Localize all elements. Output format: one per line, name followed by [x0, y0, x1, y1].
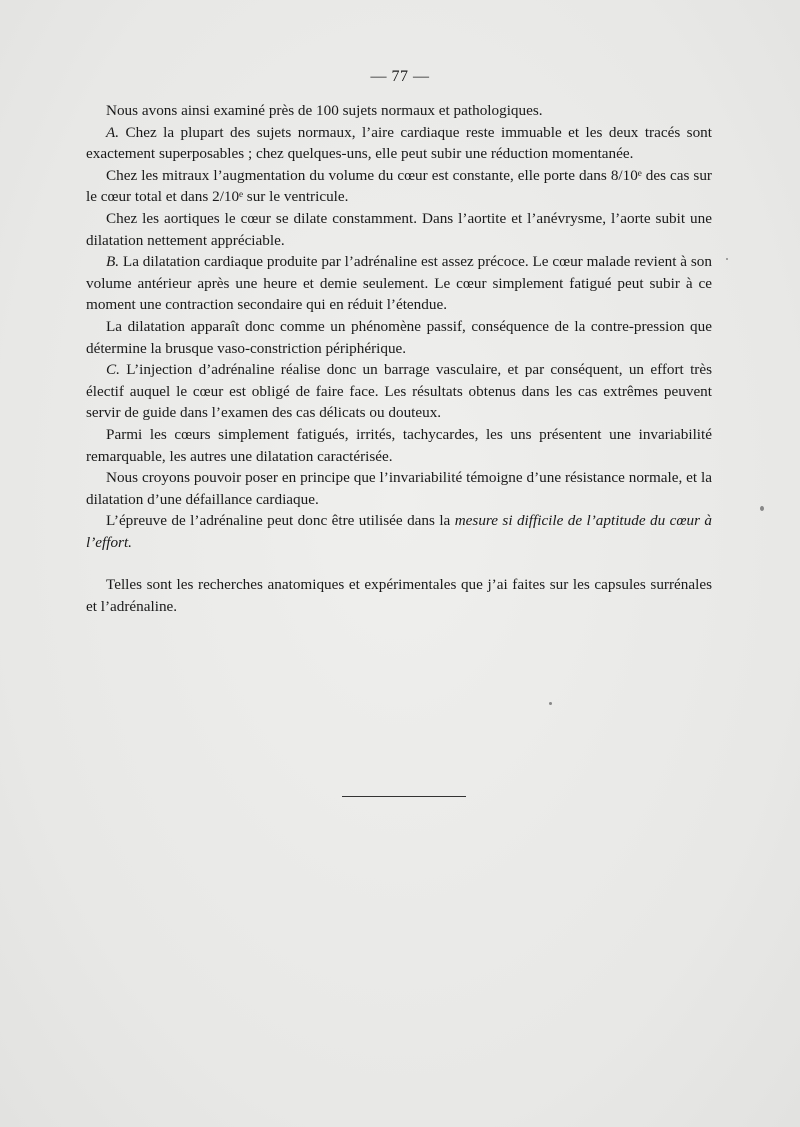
paragraph-6: La dilatation apparaît donc comme un phénomène passif, conséquence de la contre-pression que détermine la brusque vaso-constriction périphérique. [86, 317, 712, 357]
paragraph-8: Parmi les cœurs simplement fatigués, irrités, tachycardes, les uns présentent une invariabilité remarquable, les autres une dilatation caractérisée. [86, 425, 712, 465]
scan-speck [726, 258, 728, 260]
paragraph-9: Nous croyons pouvoir poser en principe que l’invariabilité témoigne d’une résistance normale, et la dilatation d’une défaillance cardiaque. [86, 469, 712, 508]
scan-speck [760, 506, 764, 511]
section-letter-b: B. [106, 253, 120, 271]
paragraph-1: Nous avons ainsi examiné près de 100 sujets normaux et pathologiques. [106, 102, 543, 119]
scan-speck [549, 702, 552, 705]
paragraph-10: L’épreuve de l’adrénaline peut donc être utilisée dans la mesure si difficile de l’aptitude du cœur à l’effort. [86, 512, 712, 551]
italic-phrase: mesure si difficile de l’aptitude du cœur à l’effort. [86, 512, 712, 551]
paragraph-3: Chez les mitraux l’augmentation du volume du cœur est constante, elle porte dans 8/10ᵉ des cas sur le cœur total et dans 2/10ᵉ sur le ventricule. [86, 166, 712, 206]
page-number: — 77 — [370, 68, 430, 85]
section-letter-c: C. [106, 361, 120, 379]
body-text [86, 100, 712, 618]
paragraph-5: B. La dilatation cardiaque produite par l’adrénaline est assez précoce. Le cœur malade revient à son volume antérieur après une heure et demie seulement. Le cœur simplement fatigué peut subir à ce moment une contraction secondaire qui en réduit l’étendue. [86, 253, 712, 314]
end-rule [342, 796, 466, 797]
closing-paragraph: Telles sont les recherches anatomiques et expérimentales que j’ai faites sur les capsules surrénales et l’adrénaline. [86, 576, 712, 616]
paragraph-7: C. L’injection d’adrénaline réalise donc un barrage vasculaire, et par conséquent, un effort très électif auquel le cœur est obligé de faire face. Les résultats obtenus dans les cas extrêmes peuvent servir de guide dans l’examen des cas délicats ou douteux. [86, 361, 712, 422]
section-letter-a: A. [106, 123, 120, 141]
paragraph-4: Chez les aortiques le cœur se dilate constamment. Dans l’aortite et l’anévrysme, l’aorte subit une dilatation nettement appréciable. [86, 209, 712, 249]
paragraph-2: A. Chez la plupart des sujets normaux, l’aire cardiaque reste immuable et les deux tracés sont exactement superposables ; chez quelques-uns, elle peut subir une réduction momentanée. [86, 123, 712, 163]
